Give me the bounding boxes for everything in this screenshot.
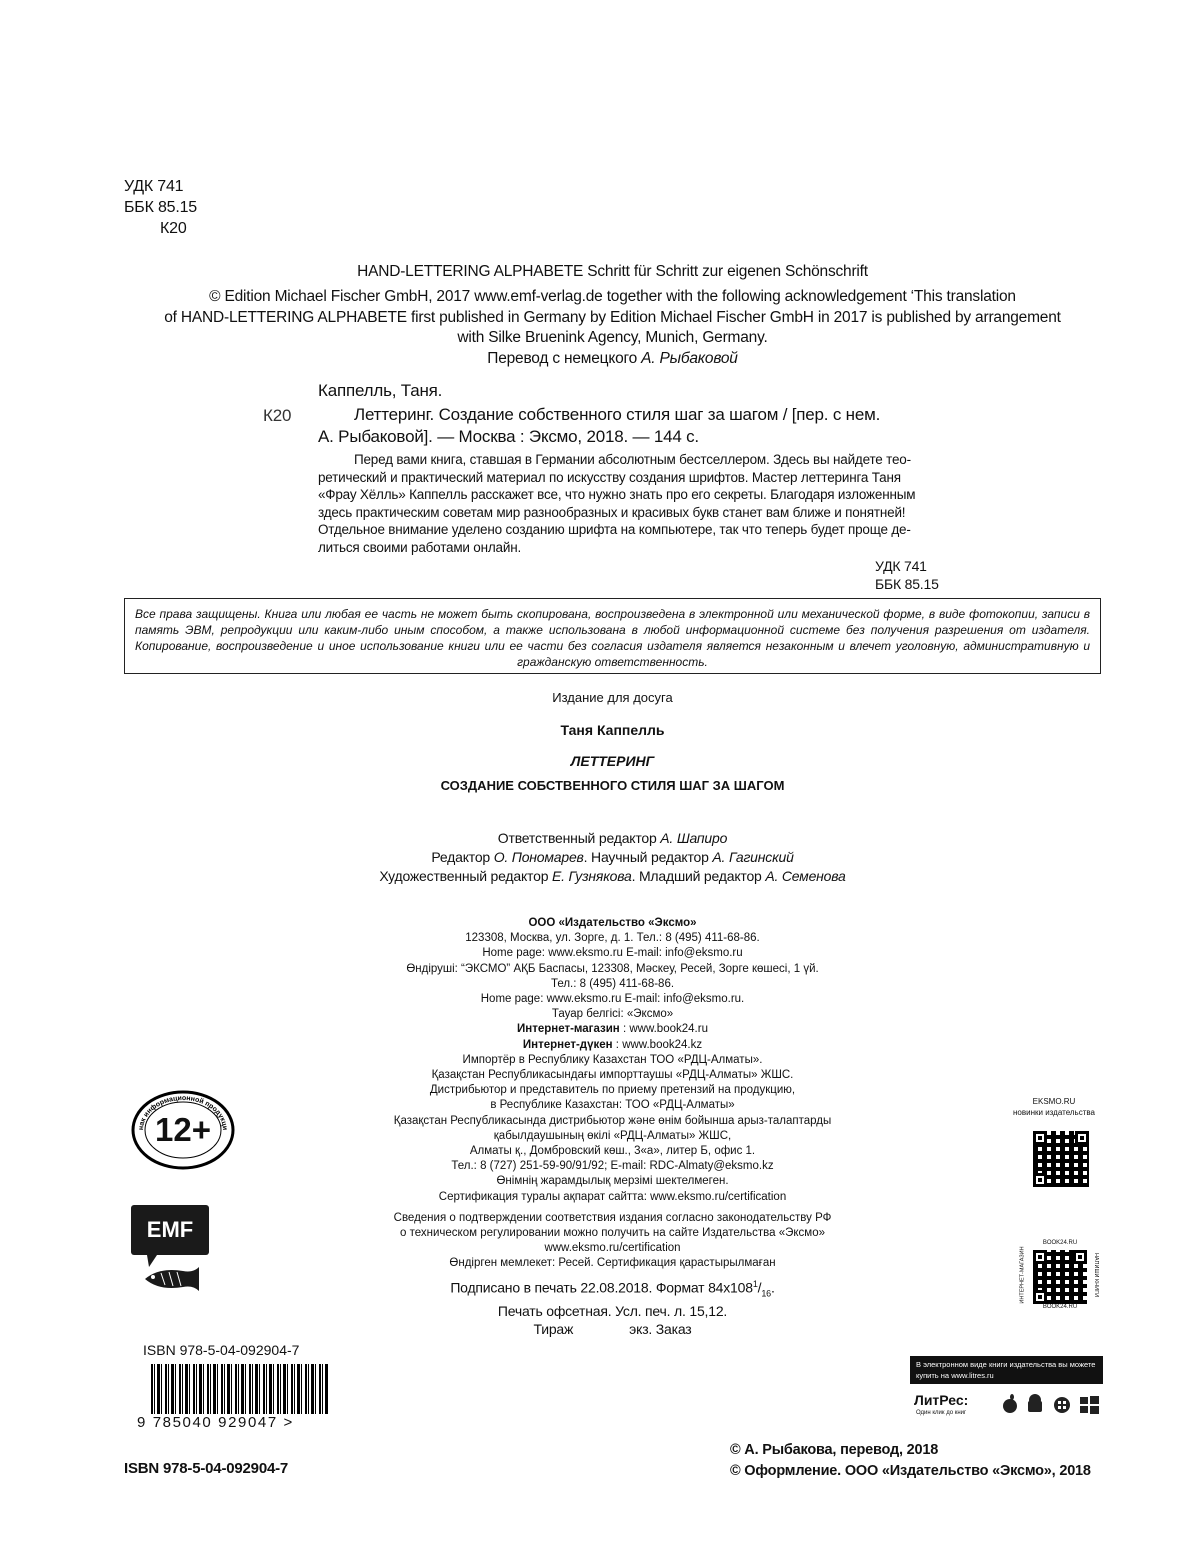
- translation-prefix: Перевод с немецкого: [487, 349, 642, 367]
- age-rating-badge: [131, 1090, 235, 1170]
- annotation-line: здесь практическим советам мир разнообразных и красивых букв станет вам ближе и понятней!: [318, 504, 906, 520]
- translation-credit: [124, 349, 1101, 370]
- shop-kz-value: : www.book24.kz: [612, 1038, 703, 1051]
- publisher-line: Home page: www.eksmo.ru E-mail: info@eksmo.ru.: [480, 993, 745, 1006]
- isbn-barcode: [137, 1342, 337, 1432]
- eksmo-qr-code: [1033, 1131, 1089, 1187]
- bib-sign: К20: [263, 406, 292, 425]
- book24-qr-right: НАПИШИ КНИГИ: [1093, 1252, 1100, 1298]
- annotation-line: «Фрау Хёлль» Каппелль расскажет все, что нужно знать про его секреты. Благодаря изложенным: [318, 487, 916, 502]
- copyright-notice: [124, 287, 1101, 369]
- emf-logo: [131, 1205, 209, 1295]
- credit-line: [124, 829, 1101, 848]
- author-name: Таня Каппелль: [560, 722, 665, 738]
- print-info: [124, 1275, 1101, 1338]
- publisher-line: Дистрибьютор и представитель по приему претензий на продукцию,: [429, 1084, 796, 1097]
- credit-name: А. Шапиро: [660, 830, 728, 846]
- eksmo-qr-subtitle: новинки издательства: [1013, 1108, 1095, 1117]
- run-line: [124, 1320, 1101, 1338]
- publisher-line: www.eksmo.ru/certification: [544, 1242, 681, 1255]
- emf-logo-box: [131, 1205, 209, 1255]
- credits-block: [124, 829, 1101, 886]
- classification-block: [124, 176, 197, 239]
- publisher-line: Алматы қ., Домбровский көш., 3«а», литер Б, офис 1.: [469, 1145, 756, 1158]
- windows-phone-icon: [1054, 1397, 1070, 1413]
- edition-type: Издание для досуга: [552, 690, 673, 705]
- litres-slogan: Один клик до книг: [916, 1410, 967, 1416]
- book24-qr-left: ИНТЕРНЕТ-МАГАЗИН: [1019, 1246, 1026, 1304]
- publisher-line: Home page: www.eksmo.ru E-mail: info@eksmo.ru: [482, 947, 743, 960]
- age-ring-text: нак информационной продукци: [137, 1094, 229, 1131]
- credit-label: Ответственный редактор: [497, 830, 661, 846]
- printing-line: Печать офсетная. Усл. печ. л. 15,12.: [497, 1303, 728, 1320]
- publisher-line: о техническом регулировании можно получить на сайте Издательства «Эксмо»: [400, 1227, 825, 1240]
- emf-logo-text: EMF: [146, 1217, 194, 1242]
- publisher-line: Сертификация туралы ақпарат сайтта: www.eksmo.ru/certification: [438, 1190, 787, 1203]
- publisher-line: Қазақстан Республикасында дистрибьютор және өнім бойынша арыз-талаптарды: [393, 1114, 832, 1127]
- credit-line: [124, 867, 1101, 886]
- shop-ru-value: : www.book24.ru: [619, 1023, 708, 1036]
- bib-author: Каппелль, Таня.: [318, 381, 443, 400]
- run-label: Тираж: [533, 1321, 574, 1338]
- platform-icons-svg: [1000, 1392, 1104, 1416]
- credit-name: А. Гагинский: [712, 849, 794, 865]
- bbk-code: ББК 85.15: [124, 199, 198, 216]
- publisher-line: 123308, Москва, ул. Зорге, д. 1. Тел.: 8 (495) 411-68-86.: [465, 932, 760, 945]
- publisher-line: Өнімнің жарамдылық мерзімі шектелмеген.: [496, 1175, 729, 1188]
- original-title: [124, 262, 1101, 282]
- litres-banner: [910, 1356, 1103, 1384]
- annotation-line: Перед вами книга, ставшая в Германии абсолютным бестселлером. Здесь вы найдете тео-: [354, 452, 911, 467]
- book24-qr-bottom: BOOK24.RU: [1042, 1304, 1078, 1310]
- credit-line: [124, 848, 1101, 867]
- author-sign: К20: [160, 220, 187, 237]
- publisher-line: қабылдаушының өкілі «РДЦ-Алматы» ЖШС,: [493, 1129, 732, 1142]
- eksmo-qr-title: EKSMO.RU: [1032, 1097, 1076, 1106]
- format-num: 1: [752, 1279, 758, 1289]
- publisher-line: Қазақстан Республикасындағы импорттаушы «РДЦ-Алматы» ЖШС.: [431, 1069, 794, 1082]
- windows-icon: [1080, 1396, 1099, 1414]
- bib-annotation: [318, 451, 978, 556]
- copyright-footer-line: © А. Рыбакова, перевод, 2018: [730, 1442, 939, 1458]
- annotation-line: ретический и практический материал по искусству создания шрифтов. Мастер леттеринга Таня: [318, 469, 901, 485]
- eksmo-qr-label: [1004, 1096, 1104, 1118]
- copyright-line: of HAND-LETTERING ALPHABETE first published in Germany by Edition Michael Fischer GmbH in 2017 is published by arrangement: [164, 308, 1061, 326]
- bib-line: Леттеринг. Создание собственного стиля шаг за шагом / [пер. с нем.: [354, 405, 881, 424]
- publisher-line: Өндіруші: “ЭКСМО” АҚБ Баспасы, 123308, Мәскеу, Ресей, Зорге көшесі, 1 үй.: [406, 962, 819, 975]
- fish-icon: [139, 1255, 209, 1295]
- bib-description: [318, 404, 978, 448]
- litres-text2: купить на www.litres.ru: [916, 1371, 994, 1380]
- rights-notice-text: Все права защищены. Книга или любая ее часть не может быть скопирована, воспроизведена в электронной или механической форме, в виде фотокопии, записи в память ЭВМ, репродукции или каким-либо иным способом, а также использована в любой информационной системе без получения разрешения от издателя. Копирование, воспроизведение и иное использование книги или ее части без согласия издателя является незаконным и влечет уголовную, административную и гражданскую ответственность.: [135, 607, 1090, 669]
- copyright-footer: [730, 1440, 1110, 1482]
- credit-name: О. Пономарев: [493, 849, 584, 865]
- shop-ru-line: [124, 1022, 1101, 1037]
- translator-name: А. Рыбаковой: [641, 349, 738, 367]
- barcode-isbn-top: ISBN 978-5-04-092904-7: [143, 1342, 300, 1358]
- copyright-line: with Silke Bruenink Agency, Munich, Germany.: [457, 329, 768, 346]
- publisher-line: Тауар белгісі: «Эксмо»: [551, 1008, 674, 1021]
- shop-kz-line: [124, 1038, 1101, 1053]
- isbn-bottom: ISBN 978-5-04-092904-7: [124, 1460, 289, 1477]
- platform-icons: [1000, 1392, 1104, 1416]
- book-title: ЛЕТТЕРИНГ: [570, 753, 655, 769]
- publisher-line: Өндірген мемлекет: Ресей. Сертификация қарастырылмаған: [449, 1257, 776, 1270]
- copyright-footer-line: © Оформление. ООО «Издательство «Эксмо», 2018: [730, 1463, 1091, 1479]
- publisher-line: Сведения о подтверждении соответствия издания согласно законодательству РФ: [393, 1211, 832, 1224]
- shop-kz-label: Интернет-дүкен: [522, 1038, 613, 1051]
- annotation-line: литься своими работами онлайн.: [318, 539, 522, 555]
- bib-udk: УДК 741: [875, 558, 927, 574]
- signed-text: Подписано в печать 22.08.2018. Формат 84x108: [450, 1279, 753, 1296]
- format-suffix: .: [770, 1279, 775, 1296]
- credit-label: . Младший редактор: [631, 868, 766, 884]
- book24-qr-code: [1033, 1250, 1087, 1304]
- annotation-line: Отдельное внимание уделено созданию шрифта на компьютере, так что теперь будет проще де-: [318, 522, 911, 537]
- credit-label: . Научный редактор: [583, 849, 713, 865]
- bib-classification: [875, 557, 939, 593]
- publisher-line: Тел.: 8 (495) 411-68-86.: [550, 977, 675, 990]
- android-icon: [1028, 1394, 1042, 1412]
- book-subtitle: СОЗДАНИЕ СОБСТВЕННОГО СТИЛЯ ШАГ ЗА ШАГОМ: [440, 778, 785, 793]
- litres-text1: В электронном виде книги издательства вы можете: [916, 1360, 1096, 1369]
- bib-line: А. Рыбаковой]. — Москва : Эксмо, 2018. — 144 с.: [318, 427, 699, 446]
- barcode-digits: 9 785040 929047 >: [137, 1414, 294, 1431]
- publisher-line: Импортёр в Республику Казахстан ТОО «РДЦ-Алматы».: [462, 1053, 763, 1066]
- barcode-bars: [151, 1364, 329, 1414]
- credit-name: А. Семенова: [765, 868, 846, 884]
- shop-ru-label: Интернет-магазин: [517, 1023, 620, 1036]
- format-den: 16: [761, 1288, 771, 1299]
- bib-bbk: ББК 85.15: [875, 576, 939, 592]
- litres-brand: ЛитРес:: [914, 1392, 969, 1408]
- book24-qr-top: BOOK24.RU: [1042, 1240, 1078, 1246]
- credit-name: Е. Гузнякова: [551, 868, 632, 884]
- publisher-name: ООО «Издательство «Эксмо»: [528, 917, 697, 929]
- run-copies: экз. Заказ: [629, 1321, 692, 1338]
- credit-label: Редактор: [431, 849, 494, 865]
- publisher-line: Тел.: 8 (727) 251-59-90/91/92; E-mail: RDC-Almaty@eksmo.kz: [451, 1160, 774, 1173]
- udk-code: УДК 741: [124, 178, 184, 195]
- original-title-text: HAND-LETTERING ALPHABETE Schritt für Schritt zur eigenen Schönschrift: [357, 263, 868, 280]
- publisher-line: в Республике Казахстан: ТОО «РДЦ-Алматы»: [490, 1099, 735, 1112]
- age-rating-value: 12+: [155, 1111, 211, 1148]
- publisher-block: [124, 916, 1101, 1272]
- copyright-line: © Edition Michael Fischer GmbH, 2017 www.emf-verlag.de together with the following acknowledgement ‘This translation: [209, 288, 1016, 305]
- signed-line: Подписано в печать 22.08.2018. Формат $84x108^1/_{16}$.: [450, 1279, 775, 1299]
- rights-notice: [124, 598, 1101, 674]
- apple-icon: [1003, 1394, 1017, 1413]
- credit-label: Художественный редактор: [379, 868, 552, 884]
